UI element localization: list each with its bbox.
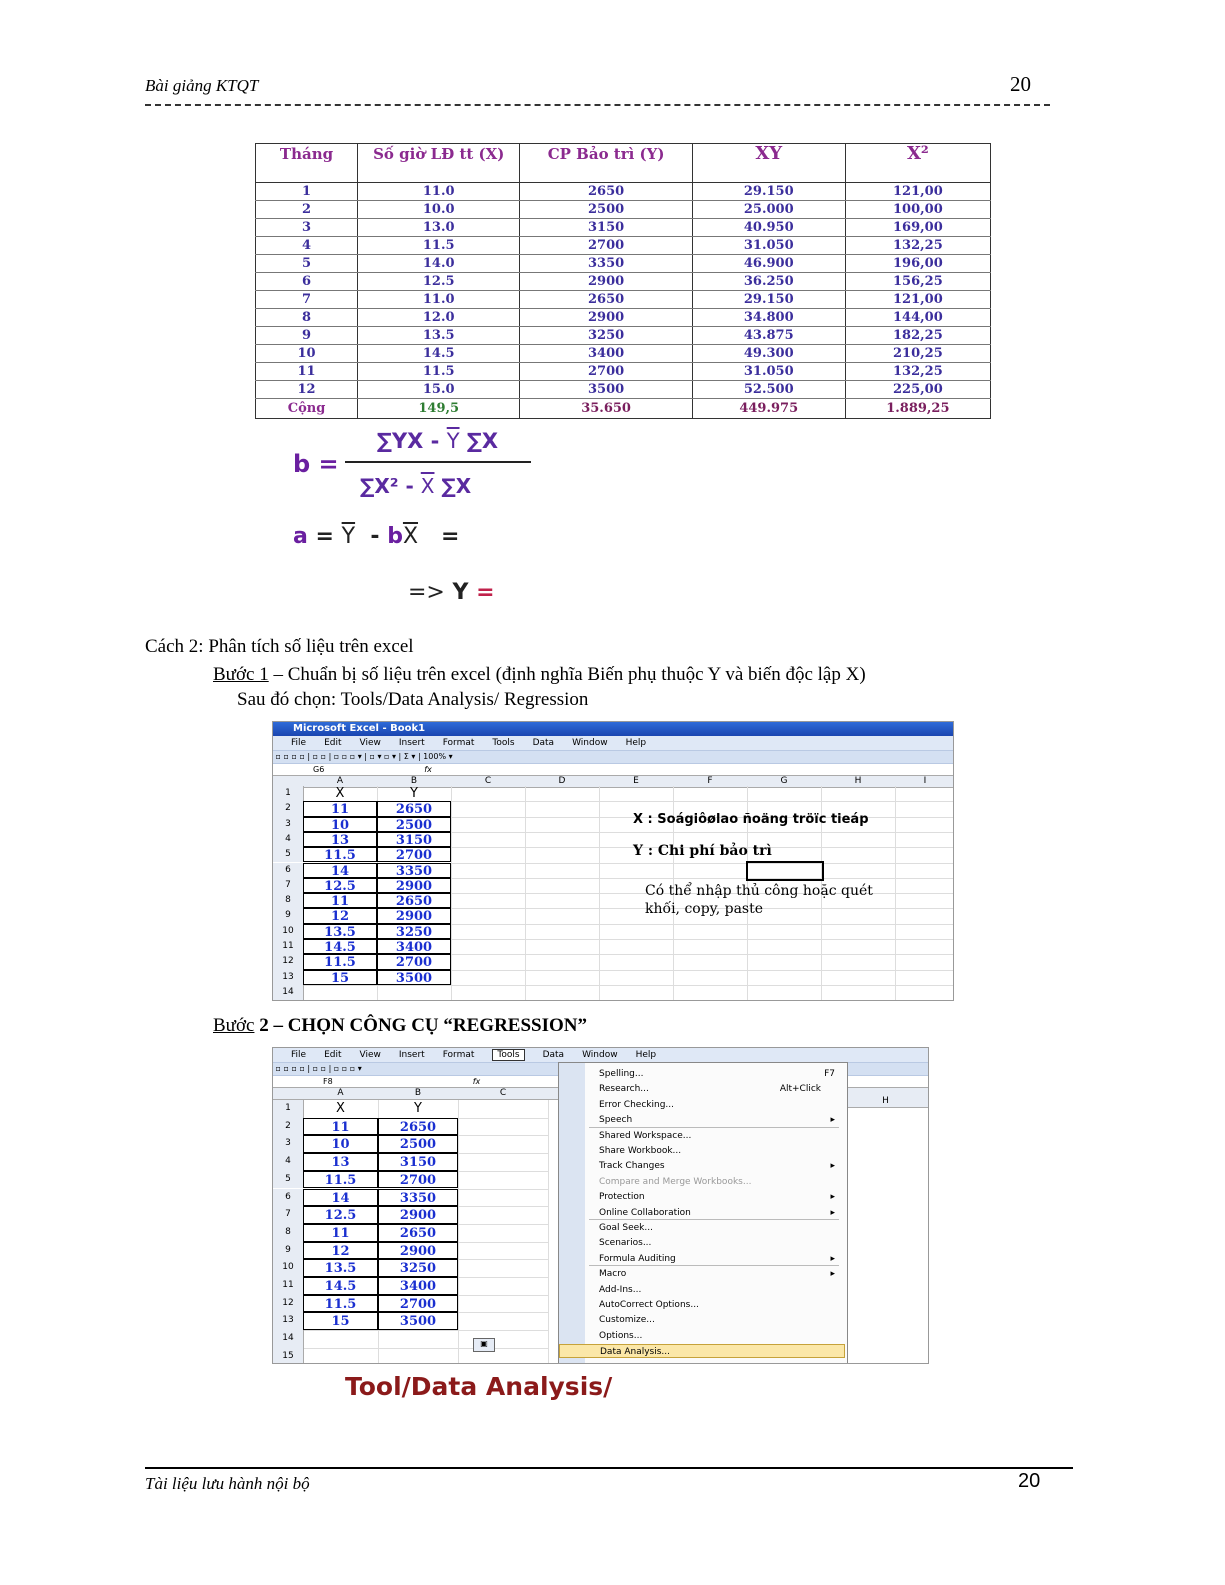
tools-menu-shortcut: ▸ xyxy=(830,1207,835,1218)
table-cell: 52.500 xyxy=(692,381,845,399)
fraction-bar xyxy=(345,461,531,463)
paste-options-icon[interactable]: ▣ xyxy=(473,1338,495,1352)
table-cell: 13.5 xyxy=(358,327,520,345)
row-header[interactable]: 3 xyxy=(273,817,304,832)
tools-menu-label: Macro xyxy=(599,1269,627,1280)
table-cell: 2900 xyxy=(520,273,692,291)
row-header[interactable]: 7 xyxy=(273,878,304,893)
table-cell: 40.950 xyxy=(692,219,845,237)
table-cell: 3350 xyxy=(520,255,692,273)
cell-value[interactable]: 11 xyxy=(303,1224,378,1242)
cell-value[interactable]: 14 xyxy=(303,863,377,878)
tools-menu-label: Protection xyxy=(599,1192,645,1203)
cell-value[interactable]: 12.5 xyxy=(303,878,377,893)
step-2-label: Bước xyxy=(213,1015,255,1036)
table-cell: 11.0 xyxy=(358,291,520,309)
table-cell: 11 xyxy=(256,363,358,381)
menu-separator xyxy=(589,1219,839,1220)
cell-value[interactable]: 2900 xyxy=(378,1242,458,1260)
cell-value[interactable]: 2900 xyxy=(377,878,451,893)
cell-value[interactable]: 11.5 xyxy=(303,847,377,862)
tools-menu-label: Compare and Merge Workbooks... xyxy=(599,1176,752,1187)
tools-menu-label: Speech xyxy=(599,1115,633,1126)
cell-value[interactable]: 13.5 xyxy=(303,1259,378,1277)
menu-separator xyxy=(589,1127,839,1128)
row-header[interactable]: 7 xyxy=(273,1206,304,1224)
cell-value[interactable]: 2700 xyxy=(378,1295,458,1313)
method-2-heading: Cách 2: Phân tích số liệu trên excel xyxy=(145,636,414,657)
tools-menu-shortcut: ▸ xyxy=(830,1161,835,1172)
column-header-g[interactable]: G xyxy=(780,776,788,786)
table-cell: 3400 xyxy=(520,345,692,363)
row-header[interactable]: 10 xyxy=(273,1259,304,1277)
table-cell: 3250 xyxy=(520,327,692,345)
table-row xyxy=(256,219,991,237)
footer-text: Tài liệu lưu hành nội bộ xyxy=(145,1474,310,1493)
cell-value[interactable]: 3500 xyxy=(377,970,451,985)
cell-value[interactable]: 11.5 xyxy=(303,1295,378,1313)
formula-a: $a = \overline{Y} - b\overline{X}$ = xyxy=(293,524,460,549)
row-header[interactable]: 10 xyxy=(273,924,304,939)
table-cell: 2500 xyxy=(520,201,692,219)
tools-menu-item[interactable] xyxy=(559,1236,845,1250)
cell-value[interactable]: 13 xyxy=(303,832,377,847)
table-row xyxy=(256,255,991,273)
name-box[interactable]: G6 xyxy=(313,765,325,774)
excel-menu-bar-2 xyxy=(273,1048,928,1063)
menu-item-view[interactable]: View xyxy=(359,738,381,748)
row-header[interactable]: 14 xyxy=(273,1330,304,1348)
excel-screenshot-2 xyxy=(272,1047,929,1364)
tools-menu-label: Spelling... xyxy=(599,1069,644,1079)
tools-menu-label: Share Workbook... xyxy=(599,1146,682,1156)
table-header-row xyxy=(256,144,991,183)
cell-value[interactable]: 2650 xyxy=(377,893,451,908)
row-header[interactable]: 9 xyxy=(273,1242,304,1260)
row-header[interactable]: 6 xyxy=(273,1189,304,1207)
tools-menu-label: Add-Ins... xyxy=(599,1284,642,1295)
cell-value[interactable]: 11 xyxy=(303,1118,378,1136)
tools-menu-item[interactable] xyxy=(559,1329,845,1343)
note-y: Y : Chi phí bảo trì xyxy=(633,843,772,859)
tools-menu-shortcut: ▸ xyxy=(830,1269,835,1280)
row-header[interactable]: 3 xyxy=(273,1135,304,1153)
table-row xyxy=(256,183,991,201)
table-cell: 121,00 xyxy=(845,183,990,201)
row-header[interactable]: 5 xyxy=(273,847,304,862)
cell-value[interactable]: 13 xyxy=(303,1153,378,1171)
tools-menu-item[interactable] xyxy=(559,1098,845,1112)
formula-bar-2: F8 fx xyxy=(273,1076,928,1088)
tools-menu-label: Data Analysis... xyxy=(600,1347,671,1358)
step-2-text: 2 – CHỌN CÔNG CỤ “REGRESSION” xyxy=(254,1015,587,1036)
tools-menu-shortcut: ▸ xyxy=(830,1192,835,1203)
grid-line xyxy=(548,1100,549,1364)
cell-header[interactable]: X xyxy=(336,1101,345,1116)
table-cell: 36.250 xyxy=(692,273,845,291)
column-header-i[interactable]: I xyxy=(923,776,927,786)
table-cell: 14.0 xyxy=(358,255,520,273)
cell-value[interactable]: 2700 xyxy=(378,1171,458,1189)
table-row xyxy=(256,381,991,399)
table-cell: 2650 xyxy=(520,291,692,309)
row-header[interactable]: 4 xyxy=(273,832,304,847)
row-header[interactable]: 4 xyxy=(273,1153,304,1171)
table-row xyxy=(256,309,991,327)
col-header-month: Tháng xyxy=(256,144,358,183)
tools-menu-item[interactable] xyxy=(559,1067,845,1081)
table-row xyxy=(256,237,991,255)
column-header-e[interactable]: E xyxy=(633,776,639,786)
cell-value[interactable]: 3400 xyxy=(377,939,451,954)
table-cell: 31.050 xyxy=(692,363,845,381)
table-cell: 7 xyxy=(256,291,358,309)
grid-line xyxy=(273,985,954,986)
table-cell: 29.150 xyxy=(692,183,845,201)
row-header[interactable]: 12 xyxy=(273,1295,304,1313)
tool-caption: Tool/Data Analysis/ xyxy=(345,1372,613,1401)
tools-menu-item[interactable] xyxy=(559,1113,845,1127)
tools-menu-label: Goal Seek... xyxy=(599,1223,653,1233)
grid-line xyxy=(273,1000,954,1001)
cell-value[interactable]: 3250 xyxy=(377,924,451,939)
menu-item-data[interactable]: Data xyxy=(532,738,555,748)
row-header[interactable]: 8 xyxy=(273,893,304,908)
total-cell: 1.889,25 xyxy=(845,399,990,419)
total-cell: Cộng xyxy=(256,399,358,419)
table-row xyxy=(256,345,991,363)
tools-menu-item[interactable] xyxy=(559,1175,845,1189)
cell-value[interactable]: 13.5 xyxy=(303,924,377,939)
header-page-number: 20 xyxy=(1010,72,1031,96)
excel-toolbar: ▫ ▫ ▫ ▫ | ▫ ▫ | ▫ ▫ ▫ ▾ | ▫ ▾ ▫ ▾ | Σ ▾ | 100% ▾ xyxy=(273,751,953,764)
table-cell: 5 xyxy=(256,255,358,273)
cell-value[interactable]: 10 xyxy=(303,817,377,832)
tools-menu-item[interactable] xyxy=(559,1298,845,1312)
row-header[interactable]: 12 xyxy=(273,954,304,969)
cell-value[interactable]: 3350 xyxy=(377,863,451,878)
formula-bar: G6 fx xyxy=(273,764,953,776)
table-row xyxy=(256,201,991,219)
cell-value[interactable]: 12 xyxy=(303,1242,378,1260)
tools-menu-item[interactable] xyxy=(559,1144,845,1158)
table-cell: 12.0 xyxy=(358,309,520,327)
name-box-2[interactable]: F8 xyxy=(323,1077,333,1086)
cell-value[interactable]: 2900 xyxy=(378,1206,458,1224)
cell-value[interactable]: 11.5 xyxy=(303,1171,378,1189)
menu-item-edit[interactable]: Edit xyxy=(324,1050,342,1060)
table-cell: 34.800 xyxy=(692,309,845,327)
menu-item-format[interactable]: Format xyxy=(442,738,475,748)
formula-b-denominator: $\sum X^2 - \overline{X}$ ∑X xyxy=(360,474,472,498)
row-header[interactable]: 11 xyxy=(273,1277,304,1295)
column-header-a[interactable]: A xyxy=(337,1088,344,1098)
formula-b-label: b = xyxy=(293,450,339,478)
table-total-row xyxy=(256,399,991,419)
excel-toolbar-2: ▫ ▫ ▫ ▫ | ▫ ▫ | ▫ ▫ ▫ ▾ xyxy=(273,1063,928,1076)
table-cell: 46.900 xyxy=(692,255,845,273)
excel-menu-bar xyxy=(273,736,953,751)
cell-value[interactable]: 3400 xyxy=(378,1277,458,1295)
tools-menu-label: AutoCorrect Options... xyxy=(599,1300,699,1310)
tools-menu-item[interactable] xyxy=(559,1206,845,1220)
column-header-b[interactable]: B xyxy=(414,1088,422,1098)
table-cell: 12.5 xyxy=(358,273,520,291)
cell-value[interactable]: 14.5 xyxy=(303,1277,378,1295)
menu-item-insert[interactable]: Insert xyxy=(398,1050,425,1060)
cell-value[interactable]: 15 xyxy=(303,970,377,985)
table-cell: 2650 xyxy=(520,183,692,201)
column-header-c[interactable]: C xyxy=(499,1088,507,1098)
tools-menu-item[interactable] xyxy=(559,1252,845,1266)
sheet-grid-2[interactable] xyxy=(273,1100,558,1363)
row-header[interactable]: 8 xyxy=(273,1224,304,1242)
cell-value[interactable]: 2650 xyxy=(378,1224,458,1242)
step-1-label: Bước 1 xyxy=(213,664,269,685)
selected-cell[interactable] xyxy=(746,861,824,881)
tools-menu-item[interactable] xyxy=(559,1221,845,1235)
table-cell: 156,25 xyxy=(845,273,990,291)
cell-value[interactable]: 11 xyxy=(303,893,377,908)
cell-value[interactable]: 12.5 xyxy=(303,1206,378,1224)
tools-menu-label: Scenarios... xyxy=(599,1238,652,1249)
cell-value[interactable]: 3350 xyxy=(378,1189,458,1207)
tools-menu-item[interactable] xyxy=(559,1129,845,1143)
table-cell: 210,25 xyxy=(845,345,990,363)
row-header[interactable]: 13 xyxy=(273,1312,304,1330)
header-divider xyxy=(145,104,1050,106)
total-cell: 149,5 xyxy=(358,399,520,419)
row-header[interactable]: 11 xyxy=(273,939,304,954)
row-header[interactable]: 2 xyxy=(273,801,304,816)
cell-value[interactable]: 3150 xyxy=(378,1153,458,1171)
total-cell: 449.975 xyxy=(692,399,845,419)
cell-value[interactable]: 11 xyxy=(303,801,377,816)
cell-value[interactable]: 12 xyxy=(303,908,377,923)
cell-value[interactable]: 2650 xyxy=(377,801,451,816)
table-cell: 4 xyxy=(256,237,358,255)
table-cell: 14.5 xyxy=(358,345,520,363)
menu-item-file[interactable]: File xyxy=(291,1050,307,1060)
table-row xyxy=(256,327,991,345)
col-header-x2: X² xyxy=(845,144,990,183)
column-header-f[interactable]: F xyxy=(707,776,713,786)
tools-menu-item[interactable] xyxy=(559,1082,845,1096)
cell-header[interactable]: Y xyxy=(414,1101,422,1116)
table-cell: 6 xyxy=(256,273,358,291)
menu-item-window[interactable]: Window xyxy=(572,738,608,748)
menu-item-tools[interactable]: Tools xyxy=(492,738,515,748)
tools-menu-item[interactable] xyxy=(559,1283,845,1297)
excel-title-bar: Microsoft Excel - Book1 xyxy=(273,722,953,736)
table-cell: 8 xyxy=(256,309,358,327)
table-cell: 31.050 xyxy=(692,237,845,255)
tools-menu-item[interactable] xyxy=(559,1267,845,1281)
table-row xyxy=(256,363,991,381)
table-cell: 182,25 xyxy=(845,327,990,345)
tools-menu-label: Shared Workspace... xyxy=(599,1130,692,1141)
step-1-sub: Sau đó chọn: Tools/Data Analysis/ Regression xyxy=(237,689,589,710)
grid-line xyxy=(458,1100,459,1364)
col-header-h: H xyxy=(843,1096,928,1108)
table-cell: 10.0 xyxy=(358,201,520,219)
note-hint: Có thể nhập thủ công hoặc quét khối, copy, paste xyxy=(645,883,873,917)
row-header[interactable]: 13 xyxy=(273,970,304,985)
cell-value[interactable]: 2900 xyxy=(377,908,451,923)
col-header-hours: Số giờ LĐ tt (X) xyxy=(358,144,520,183)
data-table xyxy=(255,143,991,419)
cell-value[interactable]: 3500 xyxy=(378,1312,458,1330)
table-cell: 3150 xyxy=(520,219,692,237)
table-cell: 132,25 xyxy=(845,237,990,255)
col-header-xy: XY xyxy=(692,144,845,183)
table-cell: 49.300 xyxy=(692,345,845,363)
step-1-line xyxy=(213,664,866,686)
tools-menu-item[interactable] xyxy=(559,1190,845,1204)
table-cell: 2700 xyxy=(520,237,692,255)
table-cell: 43.875 xyxy=(692,327,845,345)
table-cell: 3 xyxy=(256,219,358,237)
step-1-text: – Chuẩn bị số liệu trên excel (định nghĩa Biến phụ thuộc Y và biến độc lập X) xyxy=(268,664,866,685)
cell-value[interactable]: 15 xyxy=(303,1312,378,1330)
cell-value[interactable]: 10 xyxy=(303,1135,378,1153)
header-title: Bài giảng KTQT xyxy=(145,76,259,95)
cell-header[interactable]: Y xyxy=(410,786,418,801)
table-cell: 15.0 xyxy=(358,381,520,399)
tools-menu-item[interactable] xyxy=(559,1344,845,1358)
tools-menu-label: Options... xyxy=(599,1330,643,1341)
total-cell: 35.650 xyxy=(520,399,692,419)
table-cell: 2700 xyxy=(520,363,692,381)
column-header-b[interactable]: B xyxy=(410,776,418,786)
cell-header[interactable]: X xyxy=(335,786,345,801)
grid-line xyxy=(273,1348,548,1349)
table-cell: 225,00 xyxy=(845,381,990,399)
cell-value[interactable]: 3150 xyxy=(377,832,451,847)
step-2-line xyxy=(213,1015,587,1037)
column-header-d[interactable]: D xyxy=(558,776,566,786)
table-cell: 25.000 xyxy=(692,201,845,219)
tools-menu-shortcut: Alt+Click xyxy=(779,1084,821,1095)
row-header[interactable]: 14 xyxy=(273,985,304,1000)
cell-value[interactable]: 2500 xyxy=(377,817,451,832)
column-header-a[interactable]: A xyxy=(336,776,344,786)
row-header[interactable]: 1 xyxy=(273,786,304,801)
tools-menu-label: Formula Auditing xyxy=(599,1253,676,1264)
table-cell: 100,00 xyxy=(845,201,990,219)
tools-menu-label: Track Changes xyxy=(599,1161,665,1172)
table-row xyxy=(256,291,991,309)
note-x: X : Soágiôølao ñoäng tröïc tieáp xyxy=(633,812,869,827)
row-header[interactable]: 15 xyxy=(273,1348,304,1364)
row-header[interactable]: 6 xyxy=(273,863,304,878)
row-header[interactable]: 2 xyxy=(273,1118,304,1136)
table-cell: 11.5 xyxy=(358,237,520,255)
tools-dropdown-menu xyxy=(558,1062,848,1364)
menu-item-edit[interactable]: Edit xyxy=(324,738,342,748)
cell-value[interactable]: 2700 xyxy=(377,954,451,969)
tools-menu-label: Online Collaboration xyxy=(599,1207,691,1218)
menu-item-help[interactable]: Help xyxy=(625,738,647,748)
table-cell: 11.0 xyxy=(358,183,520,201)
table-row xyxy=(256,273,991,291)
row-header[interactable]: 1 xyxy=(273,1100,304,1118)
cell-value[interactable]: 14.5 xyxy=(303,939,377,954)
table-cell: 12 xyxy=(256,381,358,399)
table-cell: 13.0 xyxy=(358,219,520,237)
row-header[interactable]: 9 xyxy=(273,908,304,923)
menu-item-file[interactable]: File xyxy=(291,738,307,748)
tools-menu-shortcut: F7 xyxy=(824,1069,835,1079)
excel-screenshot-1 xyxy=(272,721,954,1001)
menu-item-tools[interactable]: Tools xyxy=(492,1049,524,1061)
cell-value[interactable]: 11.5 xyxy=(303,954,377,969)
cell-value[interactable]: 2700 xyxy=(377,847,451,862)
tools-menu-label: Error Checking... xyxy=(599,1099,674,1110)
table-cell: 132,25 xyxy=(845,363,990,381)
table-cell: 169,00 xyxy=(845,219,990,237)
cell-value[interactable]: 2500 xyxy=(378,1135,458,1153)
footer-page-number: 20 xyxy=(1018,1470,1041,1492)
cell-value[interactable]: 14 xyxy=(303,1189,378,1207)
table-cell: 11.5 xyxy=(358,363,520,381)
menu-item-view[interactable]: View xyxy=(359,1050,381,1060)
menu-item-data[interactable]: Data xyxy=(542,1050,565,1060)
table-cell: 144,00 xyxy=(845,309,990,327)
table-cell: 121,00 xyxy=(845,291,990,309)
table-cell: 196,00 xyxy=(845,255,990,273)
table-cell: 2 xyxy=(256,201,358,219)
col-header-maintenance: CP Bảo trì (Y) xyxy=(520,144,692,183)
menu-item-window[interactable]: Window xyxy=(582,1050,618,1060)
cell-value[interactable]: 3250 xyxy=(378,1259,458,1277)
column-header-c[interactable]: C xyxy=(484,776,492,786)
tools-menu-label: Customize... xyxy=(599,1315,655,1326)
column-header-h[interactable]: H xyxy=(854,776,862,786)
table-cell: 29.150 xyxy=(692,291,845,309)
row-header[interactable]: 5 xyxy=(273,1171,304,1189)
footer-divider xyxy=(145,1467,1073,1469)
menu-item-insert[interactable]: Insert xyxy=(398,738,425,748)
table-cell: 3500 xyxy=(520,381,692,399)
cell-value[interactable]: 2650 xyxy=(378,1118,458,1136)
table-cell: 9 xyxy=(256,327,358,345)
tools-menu-item[interactable] xyxy=(559,1313,845,1327)
tools-menu-label: Research... xyxy=(599,1084,649,1095)
table-cell: 2900 xyxy=(520,309,692,327)
tools-menu-shortcut: ▸ xyxy=(830,1115,835,1126)
tools-menu-item[interactable] xyxy=(559,1159,845,1173)
formula-y: => Y = xyxy=(408,580,495,605)
tools-menu-shortcut: ▸ xyxy=(830,1253,835,1264)
menu-separator xyxy=(589,1265,839,1266)
table-cell: 10 xyxy=(256,345,358,363)
table-cell: 1 xyxy=(256,183,358,201)
menu-item-help[interactable]: Help xyxy=(635,1050,657,1060)
menu-item-format[interactable]: Format xyxy=(442,1050,475,1060)
formula-b-numerator: $\sum YX - \overline{Y}$ ∑X xyxy=(376,429,499,453)
